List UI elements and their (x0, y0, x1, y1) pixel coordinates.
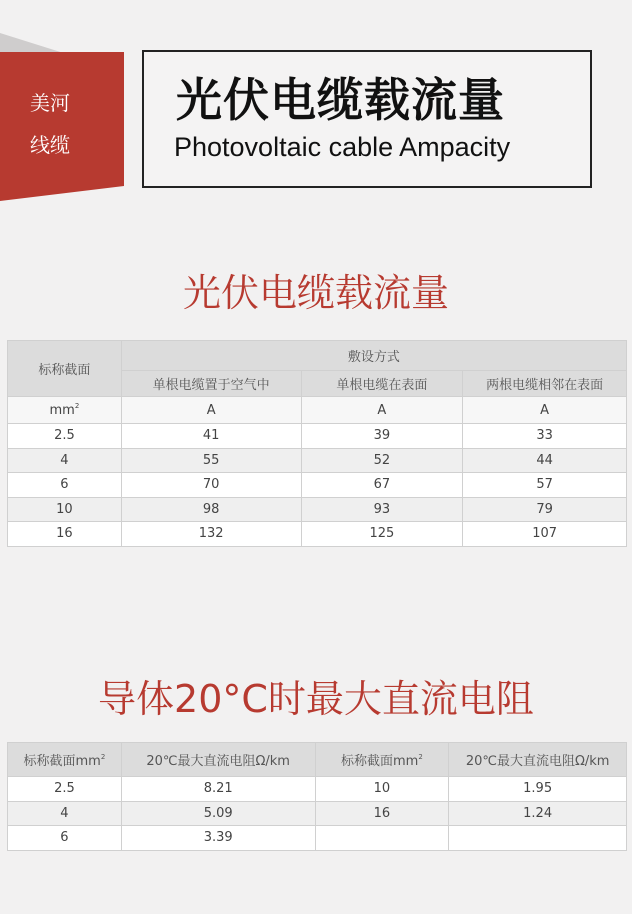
table-cell: 67 (301, 473, 463, 498)
table-cell: 8.21 (121, 777, 315, 802)
title-box (142, 50, 592, 188)
col-header-section: 标称截面 (8, 341, 122, 397)
page-subtitle: Photovoltaic cable Ampacity (174, 132, 511, 162)
table-cell: 2.5 (8, 777, 122, 802)
brand-line-2: 线缆 (30, 133, 70, 157)
table-cell: 2.5 (8, 424, 122, 449)
brand-line-1: 美河 (30, 91, 70, 115)
subcol-header: 单根电缆置于空气中 (121, 371, 301, 397)
table-cell: 93 (301, 497, 463, 522)
unit-cell: A (463, 397, 627, 424)
col-header-section: 标称截面$mm^2$ (315, 743, 449, 777)
table-row (8, 473, 627, 498)
table-cell: 107 (463, 522, 627, 547)
header-banner (0, 0, 632, 230)
table-cell (315, 826, 449, 851)
table-cell: 55 (121, 448, 301, 473)
subcol-header: 两根电缆相邻在表面 (463, 371, 627, 397)
col-header-section: 标称截面$mm^2$ (8, 743, 122, 777)
table-cell: 79 (463, 497, 627, 522)
col-header-laying-method: 敷设方式 (121, 341, 626, 371)
table-row (8, 448, 627, 473)
col-header-resistance: 20℃最大直流电阻Ω/km (121, 743, 315, 777)
table-cell: 39 (301, 424, 463, 449)
table-cell: 10 (315, 777, 449, 802)
table-cell: 1.95 (449, 777, 627, 802)
table-row (8, 497, 627, 522)
table-cell: 70 (121, 473, 301, 498)
ampacity-section-title: 光伏电缆载流量 (182, 271, 449, 315)
table-cell: 98 (121, 497, 301, 522)
table-row (8, 826, 627, 851)
table-cell: 16 (315, 801, 449, 826)
unit-cell: A (301, 397, 463, 424)
resistance-table (7, 742, 627, 851)
table-cell: 16 (8, 522, 122, 547)
table-cell: 4 (8, 801, 122, 826)
col-header-resistance: 20℃最大直流电阻Ω/km (449, 743, 627, 777)
table-cell: 4 (8, 448, 122, 473)
table-row (8, 801, 627, 826)
table-row (8, 777, 627, 802)
unit-cell: $mm^2$ (8, 397, 122, 424)
table-row (8, 522, 627, 547)
subcol-header: 单根电缆在表面 (301, 371, 463, 397)
table-cell: 3.39 (121, 826, 315, 851)
table-cell: 1.24 (449, 801, 627, 826)
table-cell: 44 (463, 448, 627, 473)
table-cell: 52 (301, 448, 463, 473)
table-cell: 10 (8, 497, 122, 522)
unit-row (8, 397, 627, 424)
table-cell: 6 (8, 826, 122, 851)
table-row (8, 424, 627, 449)
table-cell: 33 (463, 424, 627, 449)
page-title: 光伏电缆载流量 (176, 73, 505, 127)
table-cell: 132 (121, 522, 301, 547)
table-cell (449, 826, 627, 851)
table-cell: 125 (301, 522, 463, 547)
table-cell: 57 (463, 473, 627, 498)
table-cell: 6 (8, 473, 122, 498)
resistance-section-title: 导体20°C时最大直流电阻 (98, 677, 534, 721)
unit-cell: A (121, 397, 301, 424)
ampacity-table (7, 340, 627, 547)
brand-logo-text (30, 82, 90, 166)
table-cell: 41 (121, 424, 301, 449)
table-cell: 5.09 (121, 801, 315, 826)
